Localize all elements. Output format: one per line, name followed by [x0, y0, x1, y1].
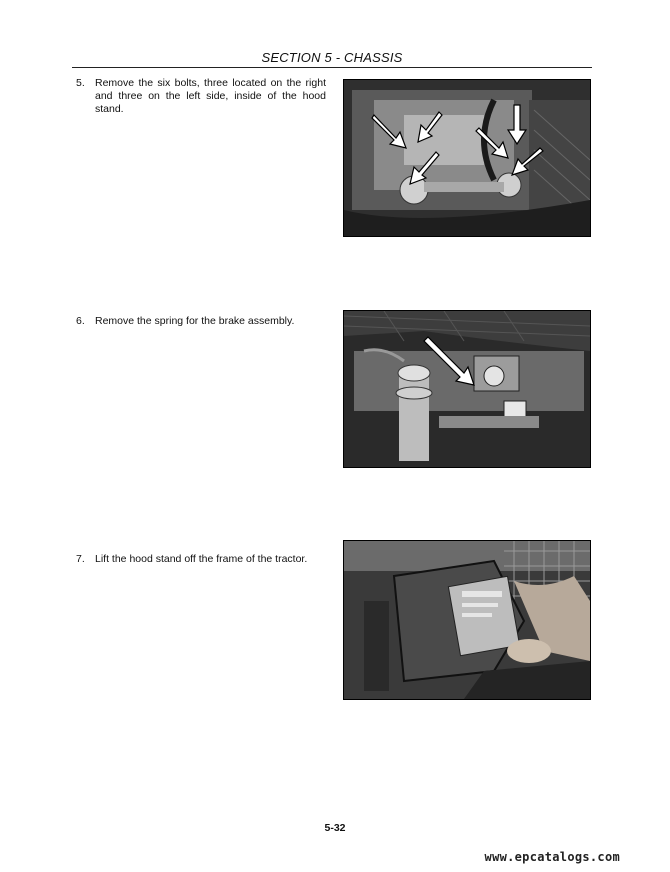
section-header: SECTION 5 - CHASSIS — [261, 50, 403, 65]
step-6-text: Remove the spring for the brake assembly. — [95, 315, 295, 327]
step-6-photo — [343, 310, 591, 468]
watermark: www.epcatalogs.com — [484, 850, 620, 864]
step-7-number: 7. — [76, 553, 85, 565]
step-6 — [76, 315, 326, 328]
header-rule — [72, 67, 592, 68]
step-6-number: 6. — [76, 315, 85, 327]
step-7-photo — [343, 540, 591, 700]
step-7 — [76, 553, 326, 566]
step-5-photo — [343, 79, 591, 237]
step-7-text: Lift the hood stand off the frame of the tractor. — [95, 553, 308, 565]
step-5-text: Remove the six bolts, three located on the right and three on the left side, inside of the hood stand. — [95, 77, 326, 115]
step-5-number: 5. — [76, 77, 85, 89]
page-number: 5-32 — [324, 822, 346, 834]
step-5 — [76, 77, 326, 116]
